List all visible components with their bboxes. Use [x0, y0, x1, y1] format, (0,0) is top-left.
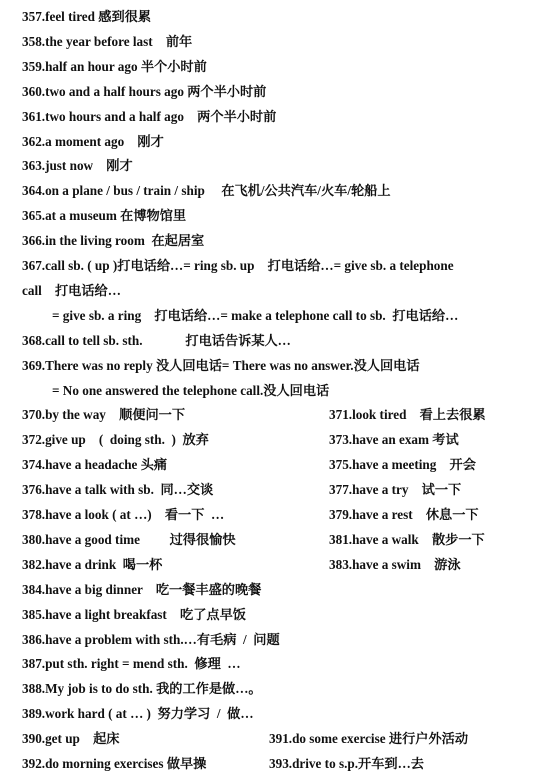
phrase-line: [22, 653, 527, 675]
phrase-line: [22, 703, 527, 725]
phrase-entry: 364.on a plane / bus / train / ship 在飞机/公共汽车/火车/轮船上: [22, 183, 391, 199]
phrase-line: [22, 255, 527, 277]
phrase-entry: 374.have a headache 头痛: [22, 457, 168, 473]
phrase-entry-second-column: 373.have an exam 考试: [329, 432, 459, 448]
phrase-line: [22, 479, 527, 501]
phrase-entry: 362.a moment ago 刚才: [22, 133, 164, 149]
phrase-line: [22, 728, 527, 750]
phrase-line: [22, 629, 527, 651]
phrase-entry-second-column: 393.drive to s.p.开车到…去: [269, 756, 424, 771]
phrase-line: [22, 454, 527, 476]
phrase-entry: call 打电话给…: [22, 282, 121, 298]
phrase-entry-second-column: 377.have a try 试一下: [329, 482, 462, 498]
phrase-entry: 372.give up ( doing sth. ) 放弃: [22, 432, 209, 448]
phrase-entry: 363.just now 刚才: [22, 158, 133, 174]
phrase-line: [22, 753, 527, 775]
phrase-entry: 389.work hard ( at … ) 努力学习 / 做…: [22, 706, 254, 722]
phrase-line: [22, 604, 527, 626]
phrase-line: [22, 106, 527, 128]
phrase-entry: 366.in the living room 在起居室: [22, 233, 205, 249]
phrase-line: [22, 56, 527, 78]
phrase-entry: 386.have a problem with sth.…有毛病 / 问题: [22, 631, 280, 647]
phrase-entry: 357.feel tired 感到很累: [22, 9, 152, 24]
phrase-line: [22, 504, 527, 526]
phrase-entry-second-column: 379.have a rest 休息一下: [329, 507, 479, 522]
phrase-line: [22, 155, 527, 177]
phrase-line: [22, 554, 527, 576]
phrase-line: [52, 380, 527, 402]
phrase-line: [22, 230, 527, 252]
phrase-line: [22, 404, 527, 426]
phrase-entry: 388.My job is to do sth. 我的工作是做…。: [22, 681, 262, 697]
phrase-entry: 365.at a museum 在博物馆里: [22, 208, 187, 224]
phrase-entry: 367.call sb. ( up )打电话给…= ring sb. up 打电话给…= give sb. a telephone: [22, 258, 454, 273]
phrase-entry: = give sb. a ring 打电话给…= make a telephone call to sb. 打电话给…: [52, 307, 459, 323]
phrase-entry-second-column: 383.have a swim 游泳: [329, 556, 461, 572]
phrase-line: [52, 305, 527, 327]
phrase-entry: 384.have a big dinner 吃一餐丰盛的晚餐: [22, 581, 262, 597]
phrase-entry-second-column: 391.do some exercise 进行户外活动: [269, 731, 469, 747]
phrase-entry: 359.half an hour ago 半个小时前: [22, 58, 207, 74]
phrase-line: [22, 180, 527, 202]
phrase-line: [22, 529, 527, 551]
phrase-line: [22, 205, 527, 227]
phrase-line: [22, 330, 527, 352]
phrase-entry: 387.put sth. right = mend sth. 修理 …: [22, 656, 241, 672]
phrase-entry: 385.have a light breakfast 吃了点早饭: [22, 606, 246, 622]
phrase-line: [22, 6, 527, 28]
phrase-entry-second-column: 381.have a walk 散步一下: [329, 531, 485, 547]
phrase-line: [22, 678, 527, 700]
phrase-entry: 382.have a drink 喝一杯: [22, 556, 163, 572]
phrase-line: [22, 280, 527, 302]
phrase-entry: 358.the year before last 前年: [22, 33, 193, 49]
phrase-entry: 360.two and a half hours ago 两个半小时前: [22, 83, 267, 99]
phrase-entry: 380.have a good time 过得很愉快: [22, 531, 236, 547]
phrase-entry-second-column: 375.have a meeting 开会: [329, 457, 476, 473]
phrase-line: [22, 131, 527, 153]
phrase-entry: 376.have a talk with sb. 同…交谈: [22, 482, 214, 498]
phrase-line: [22, 429, 527, 451]
phrase-entry: 370.by the way 顺便问一下: [22, 407, 186, 423]
phrase-line: [22, 579, 527, 601]
phrase-entry: 369.There was no reply 没人回电话= There was no answer.没人回电话: [22, 357, 420, 373]
phrase-entry: 390.get up 起床: [22, 731, 120, 747]
phrase-line: [22, 81, 527, 103]
phrase-entry: 392.do morning exercises 做早操: [22, 756, 207, 771]
phrase-line: [22, 355, 527, 377]
phrase-entry: 361.two hours and a half ago 两个半小时前: [22, 108, 277, 124]
phrase-entry: 378.have a look ( at …) 看一下 …: [22, 507, 225, 522]
phrase-entry: 368.call to tell sb. sth. 打电话告诉某人…: [22, 332, 291, 348]
phrase-entry: = No one answered the telephone call.没人回电话: [52, 382, 330, 398]
phrase-entry-second-column: 371.look tired 看上去很累: [329, 407, 486, 423]
phrase-line: [22, 31, 527, 53]
